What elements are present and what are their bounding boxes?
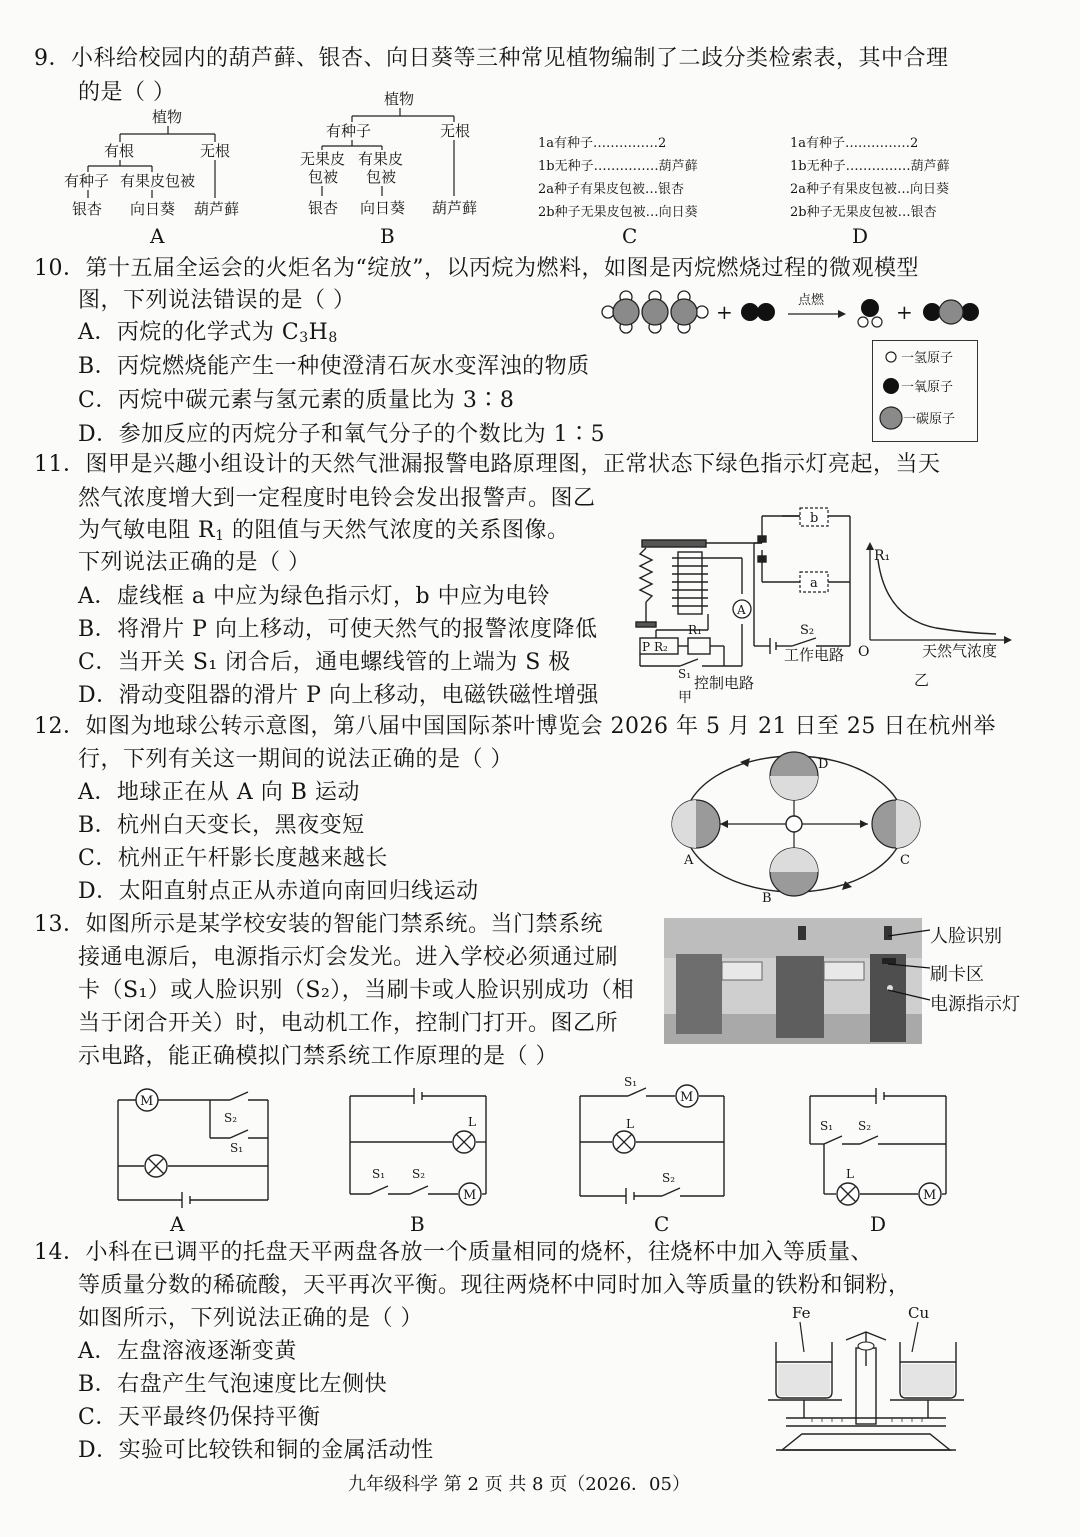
switch-s2-label: S₂ [412,1167,426,1181]
tree-b-left-right-1: 有果皮 [358,150,404,168]
lamp-label: L [468,1115,476,1129]
q14-balance-diagram [762,1300,972,1476]
q10-sub-8: 8 [328,330,338,346]
plus-sign-2: + [896,300,913,324]
switch-s2-label: S₂ [800,623,815,638]
q9-stem-line2: 的是（ ） [78,80,176,105]
carbon-atom-icon [880,407,902,429]
key-d-line-1: 1a有种子……………2 [790,136,919,151]
lamp-icon [145,1155,167,1177]
q9-option-a-key-tree [60,104,260,224]
q13-line5: 示电路，能正确模拟门禁系统工作原理的是（ ） [78,1044,558,1069]
propane-molecule [602,291,708,333]
q11-stem-line4: 下列说法正确的是（ ） [78,550,311,575]
q14-option-a: A．左盘溶液逐渐变黄 [78,1339,297,1364]
tree-a-left-right: 有果皮包被 [120,172,196,190]
ammeter-label: A [737,603,746,617]
switch-s1-label: S₁ [624,1075,638,1089]
q11-stem3-sub: 1 [215,528,225,544]
q11-stem-line2: 然气浓度增大到一定程度时电铃会发出报警声。图乙 [78,486,596,511]
q14-option-d: D．实验可比较铁和铜的金属活动性 [78,1438,434,1463]
q11-alarm-circuit [632,506,860,704]
lamp-label: L [626,1117,634,1131]
q12-stem-line2: 行，下列有关这一期间的说法正确的是（ ） [78,747,513,772]
q11-stem-line3 [78,516,569,551]
graph-x-label: 天然气浓度 [922,642,998,660]
q14-stem-line1: 14．小科在已调平的托盘天平两盘各放一个质量相同的烧杯，往烧杯中加入等质量、 [34,1240,873,1265]
figure-jia-label: 甲 [678,690,692,704]
motor-label: M [923,1188,937,1203]
q13-circuit-a [112,1080,282,1212]
q10-molecular-model [598,288,998,336]
tree-b-leaf-3: 葫芦藓 [432,199,478,217]
q14-stem-line3: 如图所示，下列说法正确的是（ ） [78,1306,423,1331]
q9-option-d-key [790,132,950,224]
cu-label: Cu [908,1304,930,1322]
graph-y-label: R₁ [874,548,891,564]
oxygen-molecule [741,303,775,321]
hydrogen-atom-icon [886,352,896,362]
key-c-line-1: 1a有种子……………2 [538,136,667,151]
q10-option-d: D．参加反应的丙烷分子和氧气分子的个数比为 1∶5 [78,422,606,447]
label-card-area: 刷卡区 [930,964,984,985]
tree-b-left-left-2: 包被 [308,168,339,186]
q14-option-b: B．右盘产生气泡速度比左侧快 [78,1372,388,1397]
q14-stem-line2: 等质量分数的稀硫酸，天平再次平衡。现往两烧杯中同时加入等质量的铁粉和铜粉， [78,1273,911,1298]
r1-label: R₁ [688,623,702,637]
face-camera-middle [798,926,806,940]
tree-a-leaf-1: 银杏 [72,200,103,218]
r1-curve [878,560,996,634]
q13-option-a-label: A [170,1212,185,1236]
q13-photo-pointers [886,918,932,1018]
key-c-line-2: 1b无种子……………葫芦藓 [538,159,698,174]
switch-s1-label: S₁ [372,1167,386,1181]
legend-hydrogen: 一氢原子 [901,351,954,366]
q13-option-c-label: C [654,1212,670,1236]
q13-line1: 13．如图所示是某学校安装的智能门禁系统。当门禁系统 [34,912,603,937]
q9-stem-line1: 9．小科给校园内的葫芦藓、银杏、向日葵等三种常见植物编制了二歧分类检索表，其中合理 [34,46,949,71]
q10-sub-3: 3 [299,330,309,346]
motor-label: M [140,1094,154,1109]
tree-a-left-left: 有种子 [64,172,110,190]
q13-line3: 卡（S₁）或人脸识别（S₂），当刷卡或人脸识别成功（相 [78,978,635,1003]
tree-b-right: 无根 [440,122,471,140]
motor-label: M [680,1090,694,1105]
q11-stem-line1: 11．图甲是兴趣小组设计的天然气泄漏报警电路原理图，正常状态下绿色指示灯亮起，当天 [34,452,941,477]
tree-a-leaf-3: 葫芦藓 [194,200,240,218]
q11-option-a: A．虚线框 a 中应为绿色指示灯，b 中应为电铃 [78,584,551,609]
q9-option-d-label: D [852,224,869,248]
carbon-dioxide-molecule [923,300,979,324]
q10-option-a [78,318,338,353]
q13-circuit-b [340,1080,500,1212]
key-d-line-4: 2b种子无果皮包被…银杏 [790,205,937,220]
switch-s2-label: S₂ [858,1119,872,1133]
q10-h-symbol: H [308,320,329,345]
q12-option-c: C．杭州正午杆影长度越来越长 [78,846,388,871]
q9-option-a-label: A [150,224,165,248]
switch-s1-label: S₁ [678,667,692,681]
legend-oxygen: 一氧原子 [901,380,954,395]
q10-option-b: B．丙烷燃烧能产生一种使澄清石灰水变浑浊的物质 [78,354,590,379]
r2-label: R₂ [654,640,668,654]
q13-option-b-label: B [410,1212,425,1236]
tree-b-left-right-2: 包被 [366,168,397,186]
position-d-label: D [818,757,829,772]
earth-b-icon [770,848,818,896]
key-c-line-4: 2b种子无果皮包被…向日葵 [538,205,698,220]
q13-circuit-c [570,1072,740,1212]
figure-yi-label: 乙 [914,671,930,689]
box-a-label: a [810,576,818,591]
switch-s2-label: S₂ [224,1111,238,1125]
switch-s1-label: S₁ [820,1119,834,1133]
graph-origin: O [858,644,870,660]
position-a-label: A [684,853,694,868]
tree-a-leaf-2: 向日葵 [130,200,176,218]
switch-s2-label: S₂ [662,1171,676,1185]
earth-d-icon [770,752,818,800]
switch-s1-label: S₁ [230,1141,244,1155]
q13-line4: 当于闭合开关）时，电动机工作，控制门打开。图乙所 [78,1011,619,1036]
q10-stem-line2: 图，下列说法错误的是（ ） [78,288,356,313]
position-c-label: C [900,853,910,868]
fe-label: Fe [792,1304,811,1322]
plus-sign-1: + [716,300,733,324]
key-d-line-3: 2a种子有果皮包被…向日葵 [790,182,950,197]
q11-option-b: B．将滑片 P 向上移动，可使天然气的报警浓度降低 [78,617,598,642]
work-circuit-label: 工作电路 [784,646,845,664]
q11-option-d: D．滑动变阻器的滑片 P 向上移动，电磁铁磁性增强 [78,683,599,708]
reaction-condition: 点燃 [798,293,825,308]
q13-gate-photo [664,918,922,1044]
key-d-line-2: 1b无种子……………葫芦藓 [790,159,950,174]
lamp-label: L [846,1167,854,1181]
key-c-line-3: 2a种子有果皮包被…银杏 [538,182,685,197]
sun-icon [786,816,802,832]
tree-a-left: 有根 [104,142,135,160]
q10-stem-line1: 10．第十五届全运会的火炬名为“绽放”，以丙烷为燃料，如图是丙烷燃烧过程的微观模型 [34,256,919,281]
q11-stem3-post: 的阻值与天然气浓度的关系图像。 [224,518,570,543]
tree-b-root: 植物 [384,90,415,108]
gate-post-left [676,954,722,1034]
box-b-label: b [810,511,819,526]
q11-r1-graph [856,540,1026,690]
tree-a-right: 无根 [200,142,231,160]
q14-option-c: C．天平最终仍保持平衡 [78,1405,321,1430]
q12-option-d: D．太阳直射点正从赤道向南回归线运动 [78,879,479,904]
lamp-icon [837,1183,859,1205]
legend-carbon: 一碳原子 [903,412,956,427]
q13-option-d-label: D [870,1212,887,1236]
right-beaker-solution [902,1364,954,1396]
water-molecule [858,299,882,327]
label-face-recognition: 人脸识别 [930,926,1002,947]
oxygen-atom-icon [883,378,899,394]
page-footer: 九年级科学 第 2 页 共 8 页（2026．05） [348,1474,690,1495]
q9-option-b-key-tree [296,86,506,224]
motor-label: M [463,1188,477,1203]
tree-a-root: 植物 [152,108,183,126]
earth-a-icon [672,800,720,848]
q10-legend [873,341,977,441]
position-b-label: B [762,891,772,906]
slider-p-label: P [642,640,651,654]
q12-option-b: B．杭州白天变长，黑夜变短 [78,813,365,838]
q10-option-c: C．丙烷中碳元素与氢元素的质量比为 3∶8 [78,388,515,413]
lamp-icon [453,1131,475,1153]
q9-option-c-label: C [622,224,638,248]
q13-circuit-d [800,1080,960,1212]
earth-c-icon [872,800,920,848]
q10-option-a-text: A．丙烷的化学式为 C [78,320,300,345]
tree-b-leaf-2: 向日葵 [360,199,406,217]
left-beaker-solution [778,1364,830,1396]
gate-post-middle [776,956,824,1038]
label-power-indicator: 电源指示灯 [930,994,1020,1015]
q12-stem-line1: 12．如图为地球公转示意图，第八届中国国际茶叶博览会 2026 年 5 月 21 日至 25 日在杭州举 [34,714,996,739]
q9-option-b-label: B [380,224,395,248]
q13-line2: 接通电源后，电源指示灯会发光。进入学校必须通过刷 [78,945,619,970]
q9-option-c-key [538,132,698,224]
control-circuit-label: 控制电路 [694,674,755,692]
tree-b-left: 有种子 [326,122,372,140]
tree-b-left-left-1: 无果皮 [300,150,346,168]
q12-option-a: A．地球正在从 A 向 B 运动 [78,780,360,805]
q12-earth-orbit-diagram [660,740,940,908]
tree-b-leaf-1: 银杏 [308,199,339,217]
q10-legend-box [872,340,978,442]
q11-stem3-text: 为气敏电阻 R [78,518,216,543]
lamp-icon [613,1131,635,1153]
balance-pointer-icon [858,1342,874,1350]
q11-option-c: C．当开关 S₁ 闭合后，通电螺线管的上端为 S 极 [78,650,571,675]
